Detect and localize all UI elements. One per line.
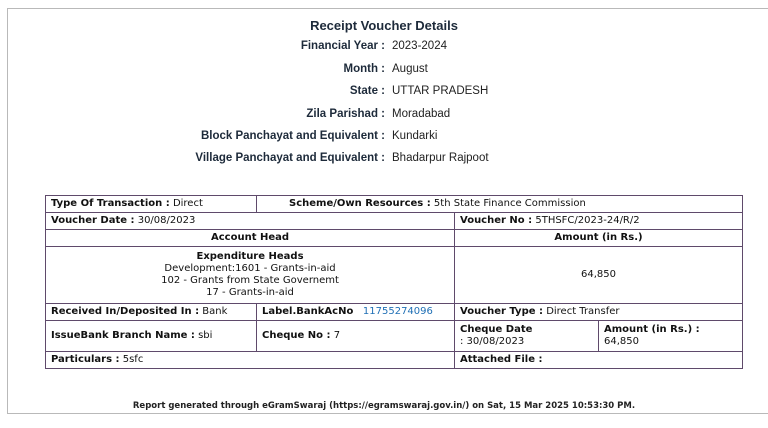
particulars-cell: [46, 352, 455, 369]
amount-heading: Amount (in Rs.): [455, 230, 743, 247]
expenditure-line-2: 102 - Grants from State Governemt: [161, 275, 339, 286]
attached-file-cell: Attached File :: [455, 352, 743, 369]
expenditure-cell: [46, 247, 455, 304]
particulars-label: Particulars :: [51, 354, 120, 365]
expenditure-line-1: Development:1601 - Grants-in-aid: [164, 263, 336, 274]
month-row: [0, 63, 768, 79]
particulars-value: 5sfc: [122, 354, 144, 365]
cheque-amount-cell: [599, 321, 743, 352]
scheme-value: 5th State Finance Commission: [433, 198, 586, 209]
state-row: [0, 85, 768, 101]
expenditure-row: [46, 247, 743, 304]
scheme-label: Scheme/Own Resources :: [289, 198, 431, 209]
voucher-table: [45, 195, 743, 369]
issue-bank-value: sbi: [198, 330, 213, 341]
voucher-date-label: Voucher Date :: [51, 215, 135, 226]
issue-bank-label: IssueBank Branch Name :: [51, 330, 195, 341]
month-value: August: [392, 63, 428, 75]
voucher-date-value: 30/08/2023: [137, 215, 196, 226]
cheque-no-label: Cheque No :: [262, 330, 331, 341]
voucher-no-cell: [455, 213, 743, 230]
zila-parishad-label: Zila Parishad :: [306, 108, 385, 120]
expenditure-line-3: 17 - Grants-in-aid: [206, 287, 294, 298]
issue-bank-cell: [46, 321, 257, 352]
cheque-date-label: Cheque Date: [460, 324, 533, 335]
scheme-cell: [257, 196, 743, 213]
state-value: UTTAR PRADESH: [392, 85, 489, 97]
voucher-date-cell: [46, 213, 455, 230]
received-value: Bank: [202, 306, 228, 317]
village-panchayat-label: Village Panchayat and Equivalent :: [195, 152, 385, 164]
page-title: Receipt Voucher Details: [310, 18, 458, 33]
voucher-type-value: Direct Transfer: [546, 306, 620, 317]
transaction-label: Type Of Transaction :: [51, 198, 170, 209]
cheque-date-cell: [455, 321, 599, 352]
transaction-cell: [46, 196, 257, 213]
transaction-row: [46, 196, 743, 213]
voucher-type-cell: [455, 304, 743, 321]
state-label: State :: [349, 85, 385, 97]
bank-ac-cell: [257, 304, 455, 321]
particulars-row: [46, 352, 743, 369]
report-footer: Report generated through eGramSwaraj (https://egramswaraj.gov.in/) on Sat, 15 Mar 2025 10:53:30 PM.: [132, 401, 636, 411]
bank-ac-label: Label.BankAcNo: [262, 306, 354, 317]
heading-row: [46, 230, 743, 247]
cheque-amount-label: Amount (in Rs.) :: [604, 324, 700, 335]
block-panchayat-value: Kundarki: [392, 130, 438, 142]
received-row: [46, 304, 743, 321]
financial-year-row: [0, 40, 768, 56]
month-label: Month :: [343, 63, 385, 75]
cheque-row: [46, 321, 743, 352]
cheque-amount-value: 64,850: [604, 336, 639, 347]
voucher-date-row: [46, 213, 743, 230]
expenditure-heads-title: Expenditure Heads: [196, 251, 304, 262]
financial-year-value: 2023-2024: [392, 40, 447, 52]
zila-parishad-row: [0, 108, 768, 124]
cheque-date-value: : 30/08/2023: [460, 336, 525, 347]
voucher-no-value: 5THSFC/2023-24/R/2: [535, 215, 640, 226]
received-cell: [46, 304, 257, 321]
village-panchayat-value: Bhadarpur Rajpoot: [392, 152, 489, 164]
received-label: Received In/Deposited In :: [51, 306, 200, 317]
zila-parishad-value: Moradabad: [392, 108, 451, 120]
cheque-no-value: 7: [333, 330, 341, 341]
block-panchayat-label: Block Panchayat and Equivalent :: [200, 130, 385, 142]
voucher-type-label: Voucher Type :: [460, 306, 543, 317]
block-panchayat-row: [0, 130, 768, 146]
cheque-no-cell: [257, 321, 455, 352]
account-head-heading: Account Head: [46, 230, 455, 247]
bank-ac-value[interactable]: 11755274096: [362, 306, 433, 317]
amount-value: 64,850: [455, 247, 743, 304]
financial-year-label: Financial Year :: [300, 40, 385, 52]
transaction-value: Direct: [172, 198, 203, 209]
village-panchayat-row: [0, 152, 768, 168]
voucher-no-label: Voucher No :: [460, 215, 533, 226]
